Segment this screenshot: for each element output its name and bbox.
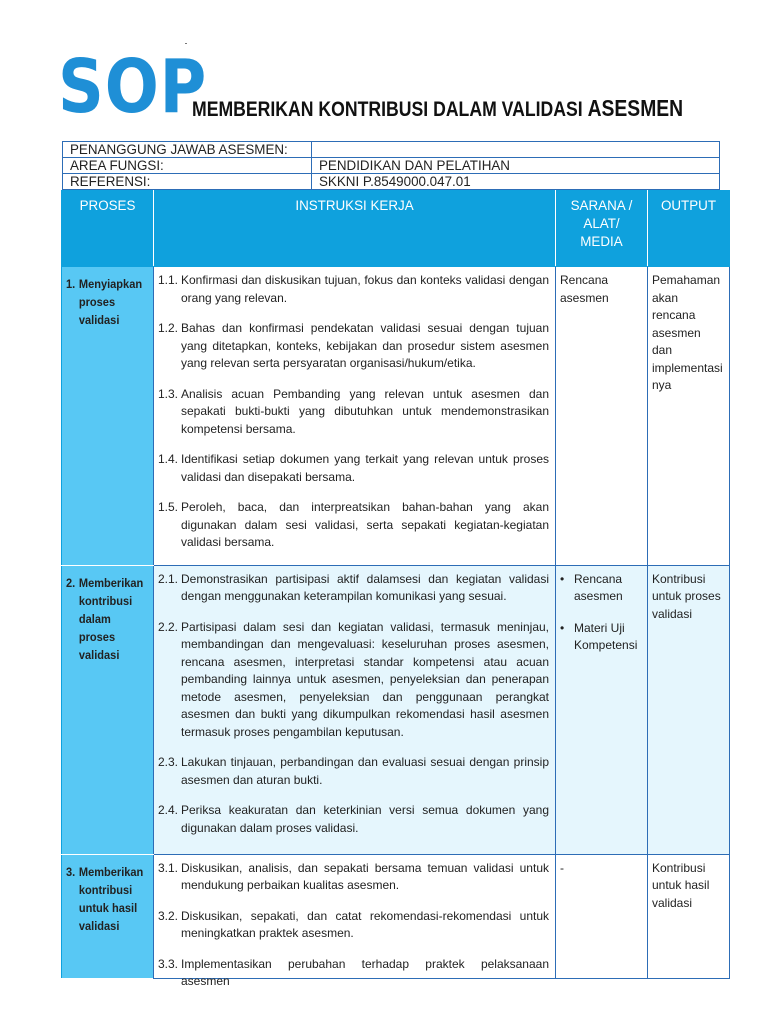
output-line: untuk hasil: [652, 878, 710, 892]
col-instruksi: INSTRUKSI KERJA: [154, 191, 556, 267]
instruction-item: [158, 908, 549, 943]
instructions-cell: [154, 854, 556, 988]
process-line: kontribusi: [78, 593, 133, 608]
instruction-text: Implementasikan perubahan terhadap praktek pelaksanaan asesmen: [181, 956, 549, 988]
instruction-text: Periksa keakuratan dan keterkinian versi semua dokumen yang digunakan dalam proses validasi.: [181, 803, 549, 835]
process-cell: [62, 854, 154, 978]
output-line: asesmen dan: [652, 325, 701, 357]
instruction-text: Diskusikan, sepakati, dan catat rekomendasi-rekomendasi untuk meningkatkan praktek asesmen.: [181, 908, 549, 940]
sarana-cell: [556, 854, 648, 978]
instruction-text: Demonstrasikan partisipasi aktif dalamsesi dan kegiatan validasi dengan menggunakan keterampilan komunikasi yang sesuai.: [181, 571, 549, 603]
info-label: REFERENSI:: [63, 174, 312, 190]
instruction-item: [158, 956, 549, 991]
output-cell: [648, 565, 730, 854]
instruction-number: 2.1.: [158, 571, 179, 586]
col-sarana-line: MEDIA: [580, 234, 623, 249]
output-line: untuk proses: [652, 589, 721, 603]
instruction-number: 2.2.: [158, 619, 179, 634]
col-output: OUTPUT: [648, 191, 730, 267]
output-line: validasi: [652, 606, 693, 621]
process-text: [79, 574, 143, 664]
output-line: validasi: [652, 895, 693, 910]
process-line: Memberikan: [78, 575, 144, 590]
process-text: [79, 863, 143, 935]
process-line: validasi: [78, 647, 120, 662]
instruction-item: [158, 320, 549, 373]
instructions-cell: [154, 565, 556, 854]
info-row: [63, 142, 720, 158]
sarana-line: -: [560, 860, 564, 875]
info-row: [63, 158, 720, 174]
process-label: [66, 863, 142, 935]
col-sarana-line: SARANA /: [570, 198, 633, 213]
title-last: ASESMEN: [587, 95, 684, 121]
instruction-text: Analisis acuan Pembanding yang relevan untuk asesmen dan sepakati bukti-bukti yang dibutuhkan untuk mendemonstrasikan kompetensi bersama.: [181, 386, 549, 436]
sarana-cell: [556, 267, 648, 566]
instructions-clip: [158, 860, 549, 988]
instruction-number: 1.1.: [158, 273, 179, 287]
info-table: [62, 141, 720, 190]
instruction-number: 3.3.: [158, 956, 179, 971]
instruction-item: [158, 860, 549, 895]
process-label: [66, 574, 142, 664]
instruction-text: Konfirmasi dan diskusikan tujuan, fokus dan konteks validasi dengan orang yang relevan.: [181, 273, 549, 305]
output-line: implementasi: [652, 360, 723, 375]
sarana-line: Kompetensi: [574, 638, 638, 652]
sarana-bullet-text: [574, 571, 623, 606]
instruction-number: 1.4.: [158, 452, 179, 466]
sarana-line: asesmen: [560, 290, 609, 305]
table-row: [62, 267, 730, 566]
process-text: [79, 275, 142, 329]
instruction-item: [158, 272, 549, 307]
process-line: dalam: [78, 611, 111, 626]
process-line: proses: [78, 629, 116, 644]
sarana-bullet-item: [560, 620, 641, 655]
instruction-item: [158, 754, 549, 789]
table-row: [62, 854, 730, 978]
info-row: [63, 174, 720, 190]
document-title: [192, 95, 683, 122]
process-number: 2.: [66, 575, 76, 590]
instruction-item: [158, 571, 549, 606]
output-line: Pemahaman: [652, 273, 721, 287]
sarana-line: Rencana: [560, 273, 609, 287]
output-line: Kontribusi: [652, 860, 706, 875]
process-line: Memberikan: [78, 864, 144, 879]
table-header: [62, 191, 730, 267]
process-line: proses: [78, 295, 116, 309]
col-sarana: [556, 191, 648, 267]
instruction-text: Lakukan tinjauan, perbandingan dan evaluasi sesuai dengan prinsip asesmen dan aturan bukti.: [181, 755, 549, 787]
output-line: nya: [652, 378, 672, 392]
instruction-item: [158, 802, 549, 837]
process-number: 1.: [66, 277, 76, 291]
sarana-cell: [556, 565, 648, 854]
sarana-bullet-text: [574, 620, 637, 655]
instruction-number: 3.1.: [158, 860, 179, 875]
instruction-item: [158, 619, 549, 742]
sarana-line: Rencana: [574, 571, 623, 586]
col-sarana-line: ALAT/: [583, 216, 620, 231]
title-main: MEMBERIKAN KONTRIBUSI DALAM VALIDASI: [192, 98, 588, 121]
instruction-number: 1.2.: [158, 321, 179, 335]
table-row: [62, 565, 730, 854]
instruction-text: Peroleh, baca, dan interpreatsikan bahan-bahan yang akan digunakan dalam sesi validasi, serta sepakati kegiatan-kegiatan validasi bersama.: [181, 500, 549, 549]
instruction-item: [158, 386, 549, 439]
instruction-item: [158, 451, 549, 486]
process-line: untuk hasil: [78, 900, 138, 915]
instruction-text: Diskusikan, analisis, dan sepakati bersama temuan validasi untuk mendukung perbaikan kualitas asesmen.: [181, 860, 549, 892]
output-cell: [648, 854, 730, 978]
sop-logo: SOP: [58, 44, 208, 130]
info-label: PENANGGUNG JAWAB ASESMEN:: [63, 142, 312, 158]
info-value: SKKNI P.8549000.047.01: [312, 174, 720, 190]
process-label: [66, 275, 142, 329]
instruction-item: [158, 499, 549, 552]
instruction-number: 2.4.: [158, 803, 179, 817]
output-cell: [648, 267, 730, 566]
output-line: akan rencana: [652, 290, 696, 322]
info-value: [312, 142, 720, 158]
sarana-line: asesmen: [574, 589, 623, 603]
process-line: validasi: [78, 918, 120, 933]
bullet-icon: •: [560, 620, 565, 635]
instruction-text: Identifikasi setiap dokumen yang terkait yang relevan untuk proses validasi dan disepakati bersama.: [181, 452, 549, 484]
process-line: kontribusi: [78, 882, 133, 897]
instruction-number: 1.3.: [158, 386, 179, 401]
instruction-text: Partisipasi dalam sesi dan kegiatan validasi, termasuk meninjau, membandingan dan mengevaluasi: keseluruhan proses asesmen, rencana asesmen, interpretasi standar kompetensi atau acuan pembanding lainnya untuk asesmen, penyeleksian dan penerapan metode asesmen, penyeleksian dan penggunaan perangkat asesmen dan bukti yang dikumpulkan rekomendasi hasil asesmen termasuk proses pengambilan keputusan.: [181, 619, 549, 739]
col-proses: PROSES: [62, 191, 154, 267]
process-line: validasi: [78, 313, 120, 327]
instruction-number: 3.2.: [158, 908, 179, 923]
process-cell: [62, 565, 154, 854]
instruction-number: 2.3.: [158, 755, 179, 769]
sop-table: [61, 190, 730, 988]
instruction-text: Bahas dan konfirmasi pendekatan validasi sesuai dengan tujuan yang ditetapkan, konteks, kebijakan dan prosedur sistem asesmen yang relevan serta persyaratan organisasi/hukum/etika.: [181, 321, 549, 370]
instruction-number: 1.5.: [158, 500, 179, 514]
info-value: PENDIDIKAN DAN PELATIHAN: [312, 158, 720, 174]
process-cell: [62, 267, 154, 566]
sarana-bullet-item: [560, 571, 641, 606]
process-number: 3.: [66, 864, 76, 879]
bullet-icon: •: [560, 571, 565, 586]
info-label: AREA FUNGSI:: [63, 158, 312, 174]
output-line: Kontribusi: [652, 571, 706, 586]
instructions-cell: [154, 267, 556, 566]
sarana-line: Materi Uji: [574, 620, 625, 635]
process-line: Menyiapkan: [78, 277, 143, 291]
